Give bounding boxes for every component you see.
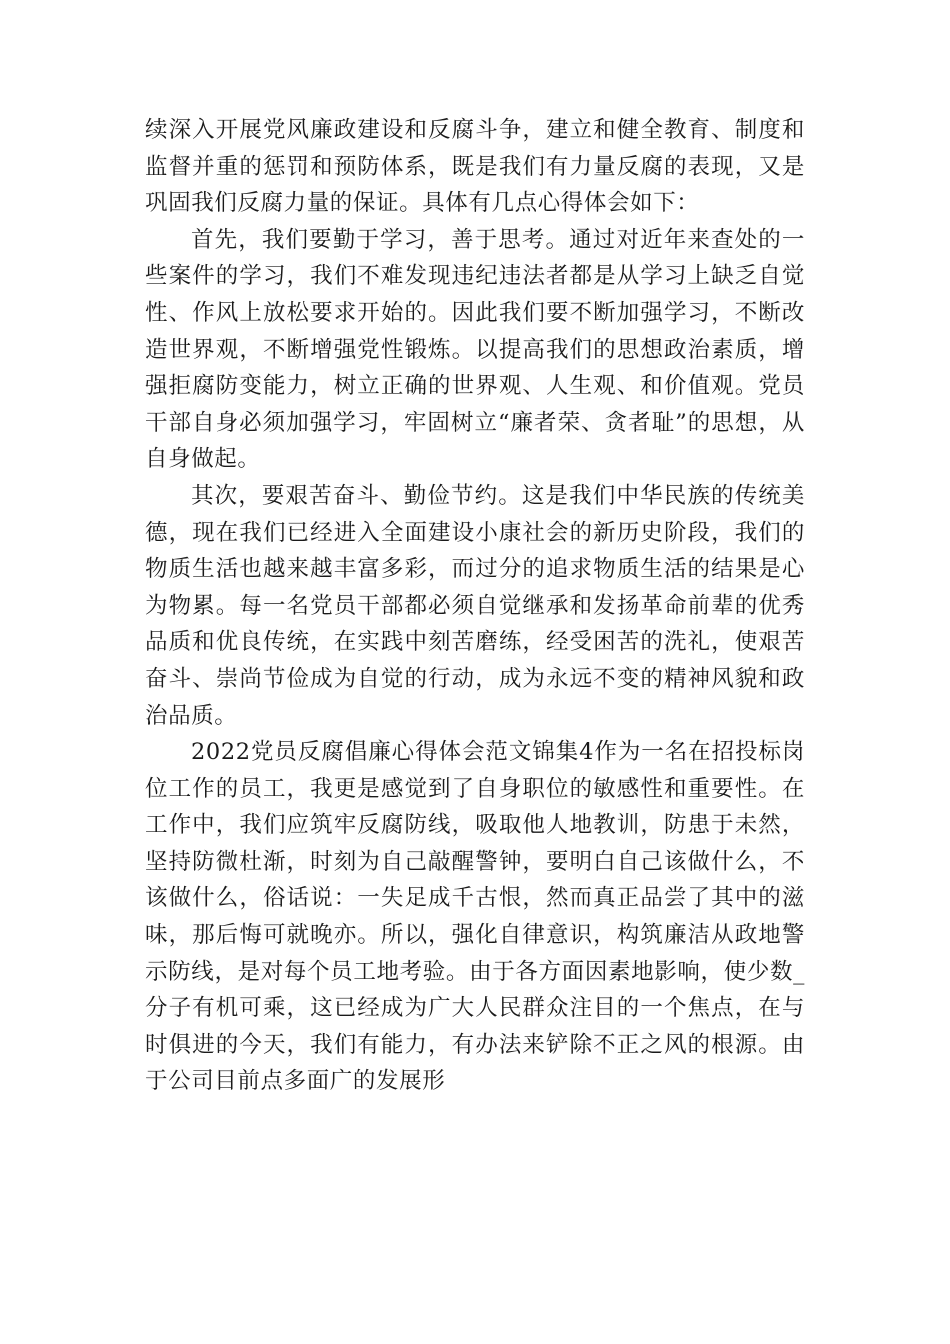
document-body — [145, 112, 805, 1100]
paragraph-4: 2022党员反腐倡廉心得体会范文锦集4作为一名在招投标岗位工作的员工，我更是感觉到了自身职位的敏感性和重要性。在工作中，我们应筑牢反腐防线，吸取他人地教训，防患于未然，坚持防微杜渐，时刻为自己敲醒警钟，要明白自己该做什么，不该做什么，俗话说：一失足成千古恨，然而真正品尝了其中的滋味，那后悔可就晚亦。所以，强化自律意识，构筑廉洁从政地警示防线，是对每个员工地考验。由于各方面因素地影响，使少数_分子有机可乘，这已经成为广大人民群众注目的一个焦点，在与时俱进的今天，我们有能力，有办法来铲除不正之风的根源。由于公司目前点多面广的发展形 — [145, 739, 805, 1095]
paragraph-1: 续深入开展党风廉政建设和反腐斗争，建立和健全教育、制度和监督并重的惩罚和预防体系，既是我们有力量反腐的表现，又是巩固我们反腐力量的保证。具体有几点心得体会如下： — [145, 117, 805, 217]
paragraph-2: 首先，我们要勤于学习，善于思考。通过对近年来查处的一些案件的学习，我们不难发现违纪违法者都是从学习上缺乏自觉性、作风上放松要求开始的。因此我们要不断加强学习，不断改造世界观，不断增强党性锻炼。以提高我们的思想政治素质，增强拒腐防变能力，树立正确的世界观、人生观、和价值观。党员干部自身必须加强学习，牢固树立“廉者荣、贪者耻”的思想，从自身做起。 — [145, 226, 805, 473]
paragraph-3: 其次，要艰苦奋斗、勤俭节约。这是我们中华民族的传统美德，现在我们已经进入全面建设小康社会的新历史阶段，我们的物质生活也越来越丰富多彩，而过分的追求物质生活的结果是心为物累。每一名党员干部都必须自觉继承和发扬革命前辈的优秀品质和优良传统，在实践中刻苦磨练，经受困苦的洗礼，使艰苦奋斗、崇尚节俭成为自觉的行动，成为永远不变的精神风貌和政治品质。 — [145, 482, 805, 729]
